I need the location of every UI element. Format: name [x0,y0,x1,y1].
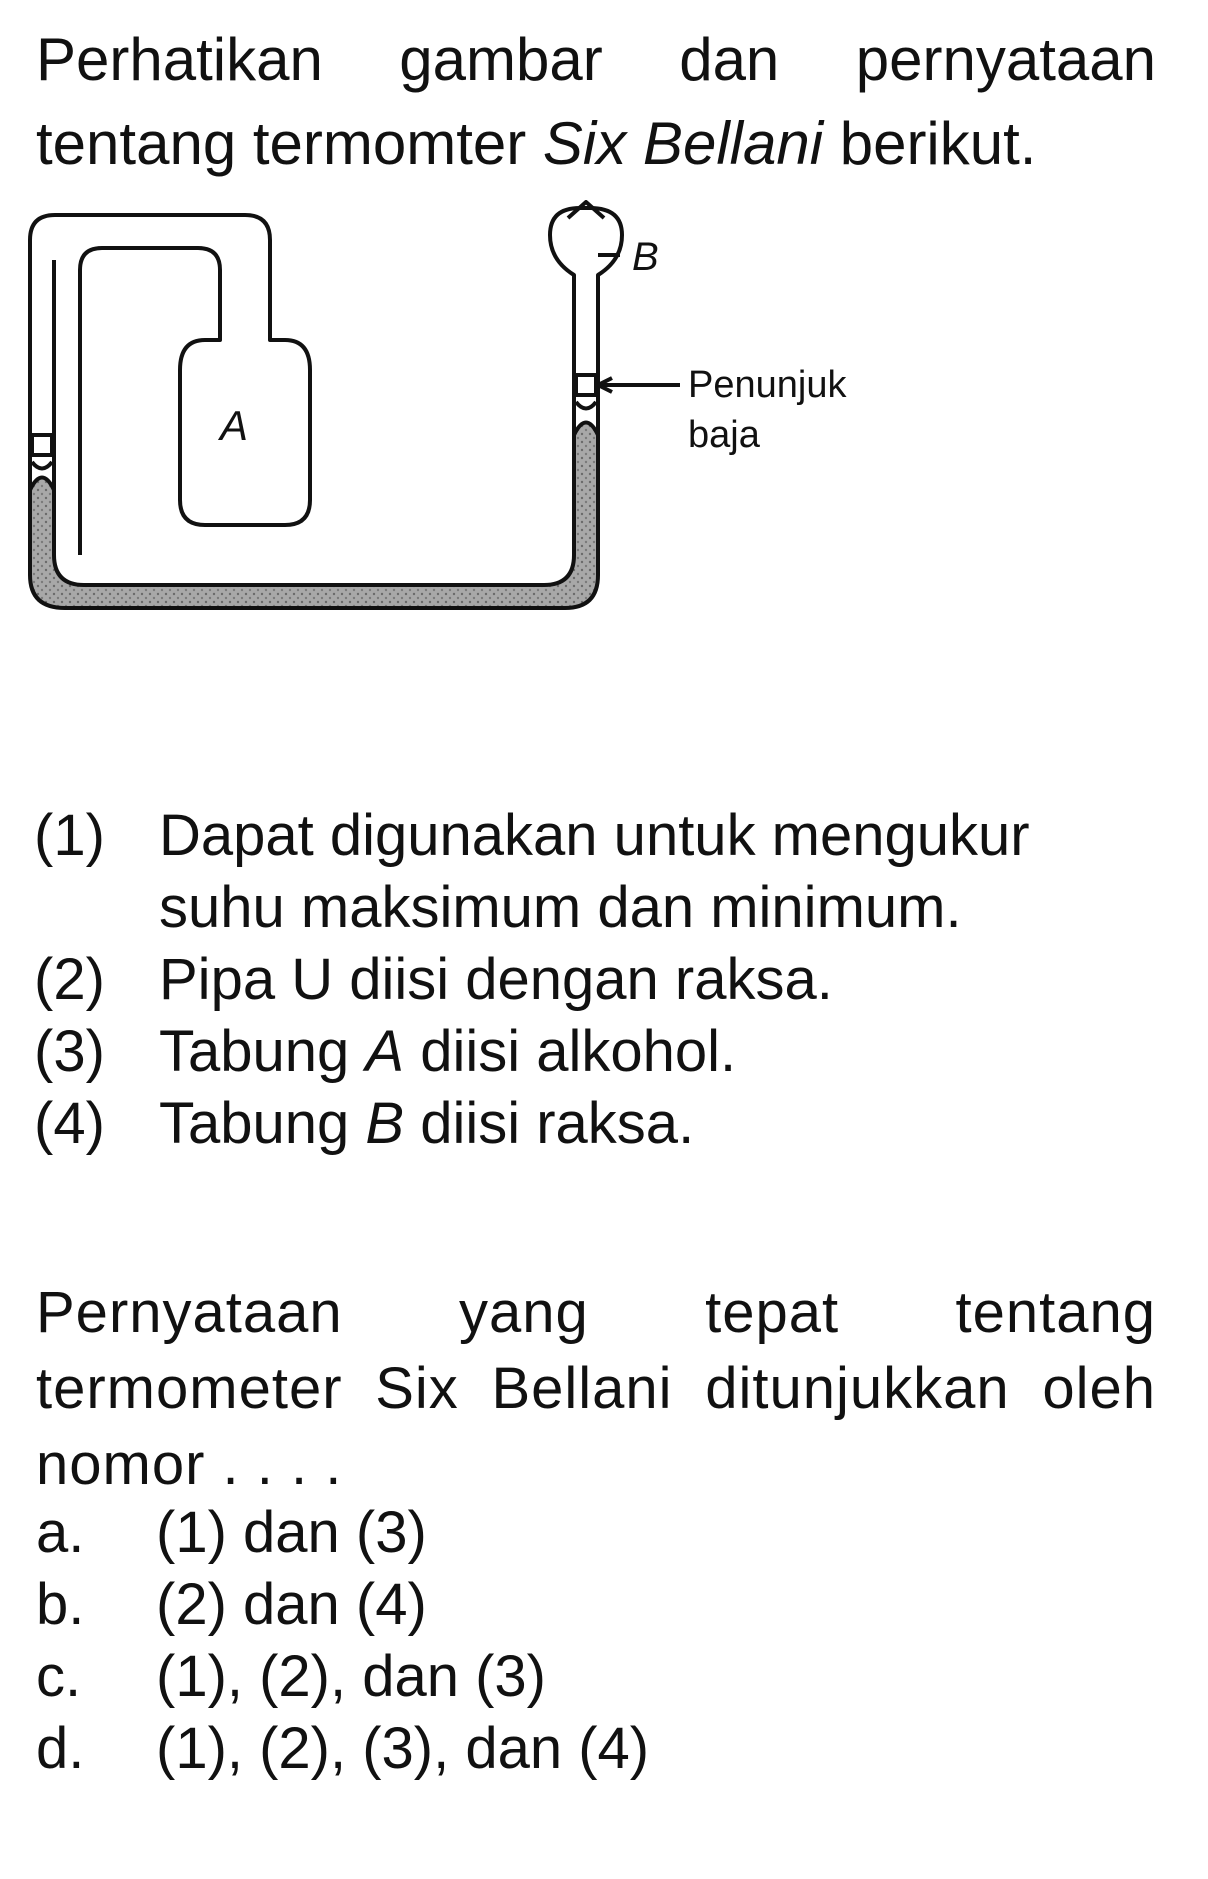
statement-number: (1) [34,803,105,868]
label-b: B [632,235,659,279]
option-c[interactable] [36,1641,1156,1713]
intro-italic: Six Bellani [542,110,824,177]
option-a[interactable] [36,1497,1156,1569]
statement-number: (2) [34,947,105,1012]
option-text: (1), (2), dan (3) [156,1644,546,1709]
label-a: A [220,402,249,449]
statement-text [159,1088,1164,1160]
statement-text [159,1016,1164,1088]
u-tube-outer [30,215,310,555]
option-label: c. [36,1644,82,1709]
statement-number: (3) [34,1019,105,1084]
option-label: d. [36,1716,85,1781]
pointer-label-line2: baja [688,414,760,456]
statement-number: (4) [34,1091,105,1156]
pointer-label-line1: Penunjuk [688,364,847,406]
statement-2 [34,944,1164,1016]
statement-text: Dapat digunakan untuk mengukur suhu maksimum dan minimum. [159,803,1030,940]
intro-text [36,18,1156,186]
intro-suffix: berikut. [823,110,1037,177]
mercury-column [30,423,598,609]
intro-prefix: Perhatikan gambar dan pernyataan tentang termomter [36,26,1156,177]
answer-options [36,1497,1156,1785]
right-tube [550,208,622,435]
option-text: (2) dan (4) [156,1572,427,1637]
statement-pre: Tabung [159,1019,366,1084]
statement-italic: A [365,1019,405,1084]
statement-pre: Tabung [159,1091,366,1156]
option-label: a. [36,1500,85,1565]
question-text: Pernyataan yang tepat tentang termometer Six Bellani ditunjukkan oleh nomor . . . . [36,1280,1156,1497]
steel-index-right [576,375,596,395]
option-d[interactable] [36,1713,1156,1785]
option-label: b. [36,1572,85,1637]
option-text: (1), (2), (3), dan (4) [156,1716,650,1781]
statement-3 [34,1016,1164,1088]
statement-list [34,800,1164,1160]
option-b[interactable] [36,1569,1156,1641]
statement-4 [34,1088,1164,1160]
statement-post: diisi raksa. [404,1091,695,1156]
steel-index-left [32,435,52,455]
statement-1 [34,800,1164,944]
six-bellani-figure [20,200,920,760]
statement-post: diisi alkohol. [404,1019,737,1084]
statement-italic: B [365,1091,405,1156]
statement-text: Pipa U diisi dengan raksa. [159,947,833,1012]
option-text: (1) dan (3) [156,1500,427,1565]
